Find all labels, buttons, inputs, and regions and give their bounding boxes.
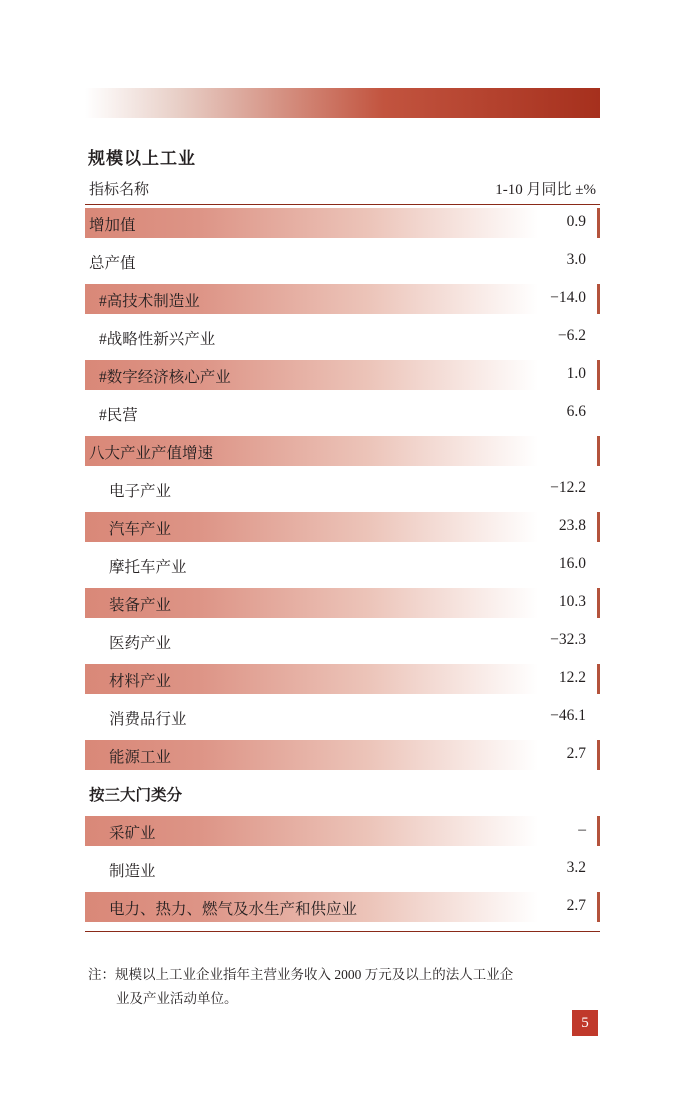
page-number-badge: 5 [572, 1010, 598, 1036]
table-row [85, 357, 600, 395]
row-value: −14.0 [550, 289, 586, 306]
table-row [85, 471, 600, 509]
row-bar [85, 854, 600, 884]
row-value: 3.0 [566, 251, 586, 268]
row-label: 汽车产业 [109, 521, 172, 538]
row-label: 电力、热力、燃气及水生产和供应业 [109, 901, 358, 918]
table-row [85, 243, 600, 281]
row-value: – [578, 821, 586, 838]
row-value: 23.8 [558, 517, 586, 534]
row-label: 增加值 [89, 217, 136, 234]
table-row [85, 205, 600, 243]
column-header-value: 1-10 月同比 ±% [495, 182, 596, 198]
row-value: 3.2 [566, 859, 586, 876]
table-row [85, 737, 600, 775]
row-value: 16.0 [558, 555, 586, 572]
footnote-line-2: 业及产业活动单位。 [116, 991, 238, 1006]
row-label: 按三大门类分 [89, 787, 183, 804]
row-value: −32.3 [550, 631, 586, 648]
header-band [85, 88, 600, 118]
row-value: −6.2 [557, 327, 586, 344]
row-value: 1.0 [566, 365, 586, 382]
page-title: 工业 [622, 92, 666, 114]
table-row [85, 775, 600, 813]
footnote-line-1: 注：规模以上工业企业指年主营业务收入 2000 万元及以上的法人工业企 [88, 967, 514, 982]
section-title: 规模以上工业 [88, 149, 196, 168]
row-value: 10.3 [558, 593, 586, 610]
row-value: 2.7 [566, 897, 586, 914]
table-row [85, 509, 600, 547]
row-label: 能源工业 [109, 749, 172, 766]
row-bar [85, 246, 600, 276]
row-label: #民营 [99, 407, 138, 424]
row-label: 电子产业 [109, 483, 172, 500]
row-label: #高技术制造业 [99, 293, 200, 310]
table-header-row [85, 176, 600, 205]
row-label: 医药产业 [109, 635, 172, 652]
statistics-table [85, 176, 600, 933]
row-value: 12.2 [558, 669, 586, 686]
row-value: 6.6 [566, 403, 586, 420]
table-row [85, 851, 600, 889]
table-row [85, 813, 600, 851]
row-label: #数字经济核心产业 [99, 369, 231, 386]
table-row [85, 889, 600, 927]
table-row [85, 661, 600, 699]
row-label: 消费品行业 [109, 711, 187, 728]
row-label: 装备产业 [109, 597, 172, 614]
row-value: −46.1 [550, 707, 586, 724]
table-row [85, 319, 600, 357]
row-value: 2.7 [566, 745, 586, 762]
row-label: 摩托车产业 [109, 559, 187, 576]
table-row [85, 395, 600, 433]
table-row [85, 547, 600, 585]
row-bar [85, 208, 600, 238]
row-label: #战略性新兴产业 [99, 331, 216, 348]
table-row [85, 623, 600, 661]
row-bar [85, 816, 600, 846]
row-value: 0.9 [566, 213, 586, 230]
table-row [85, 433, 600, 471]
row-value: −12.2 [550, 479, 586, 496]
row-label: 制造业 [109, 863, 156, 880]
footnote [88, 963, 600, 1011]
row-label: 采矿业 [109, 825, 156, 842]
row-bar [85, 398, 600, 428]
row-label: 材料产业 [109, 673, 172, 690]
column-header-indicator: 指标名称 [89, 182, 150, 198]
table-row [85, 585, 600, 623]
row-label: 总产值 [89, 255, 136, 272]
table-row [85, 281, 600, 319]
table-bottom-rule [85, 931, 600, 933]
row-label: 八大产业产值增速 [89, 445, 214, 462]
table-row [85, 699, 600, 737]
